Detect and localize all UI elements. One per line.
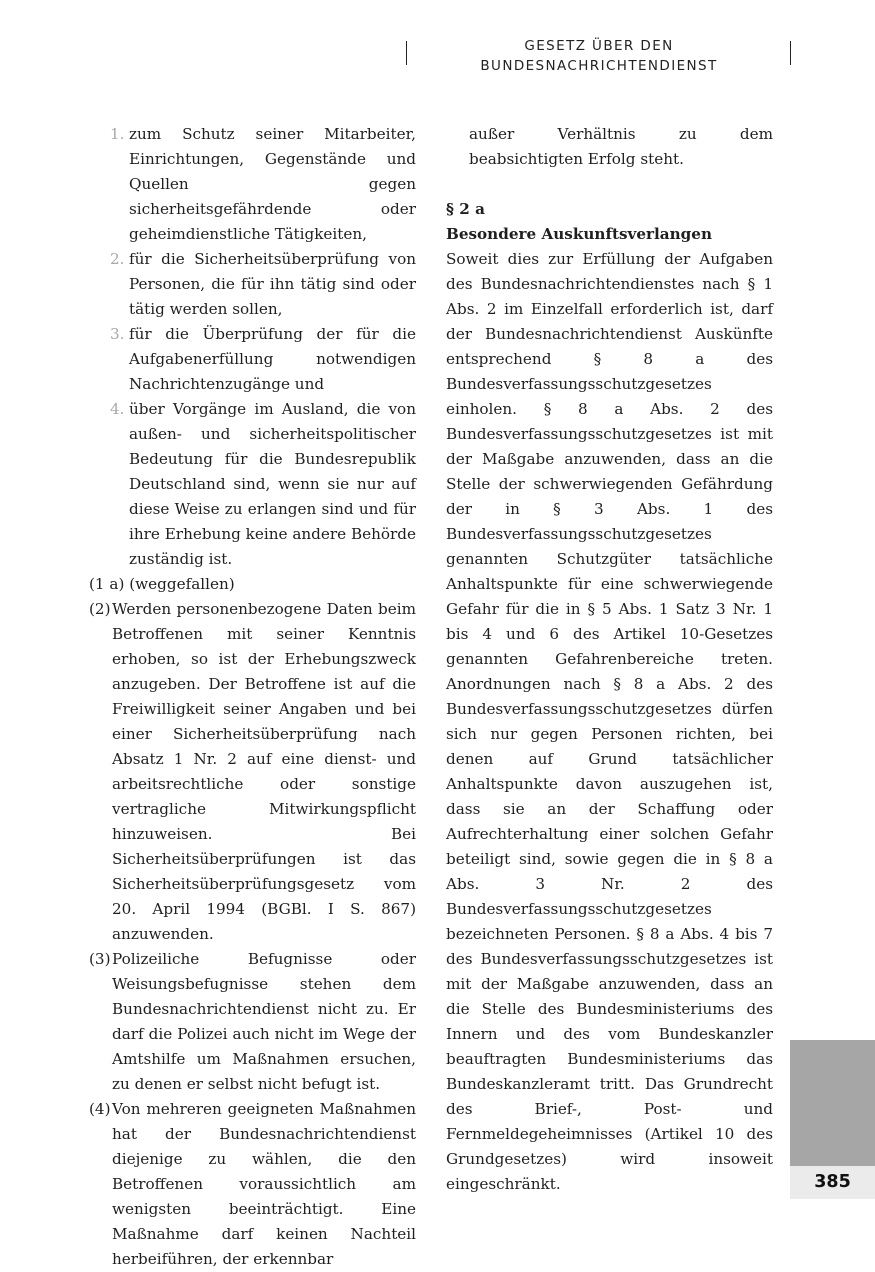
list-item-text: über Vorgänge im Ausland, die von außen- und sicherheitspolitischer Bedeutung für die Bundesrepublik Deutschland sind, wenn sie nur auf diese Weise zu erlangen sind und für ihre Erhebung keine andere Behörde zuständig ist. (129, 400, 416, 568)
paragraph (89, 1097, 416, 1272)
paragraph (89, 947, 416, 1097)
list-item (89, 397, 416, 572)
paragraph-number: (1 a) (89, 575, 125, 593)
paragraph-text: Werden personenbezogene Daten beim Betroffenen mit seiner Kenntnis erhoben, so ist der Erhebungszweck anzugeben. Der Betroffene ist auf die Freiwilligkeit seiner Angaben und bei einer Sicherheitsüberprüfung nach Absatz 1 Nr. 2 auf eine dienst- und arbeitsrechtliche oder sonstige vertragliche Mitwirkungspflicht hinzuweisen. Bei Sicherheitsüberprüfungen ist das Sicherheitsüberprüfungsgesetz vom 20. April 1994 (BGBl. I S. 867) anzuwenden. (112, 600, 416, 943)
running-header (409, 36, 789, 76)
list-item-text: für die Überprüfung der für die Aufgabenerfüllung notwendigen Nachrichtenzugänge und (129, 325, 416, 393)
section-spacer (446, 172, 773, 197)
running-header-line-1: GESETZ ÜBER DEN (524, 38, 674, 54)
list-item-text: zum Schutz seiner Mitarbeiter, Einrichtungen, Gegenstände und Quellen gegen sicherheitsgefährdende oder geheimdienstliche Tätigkeiten, (129, 125, 416, 243)
paragraph-number: (2) (89, 600, 111, 618)
left-column (89, 122, 416, 1272)
section-number: § 2 a (446, 200, 485, 218)
list-item-number: 1. (110, 125, 125, 143)
section-title: Besondere Auskunftsverlangen (446, 225, 713, 243)
paragraph-continuation: außer Verhältnis zu dem beabsichtigten Erfolg steht. (469, 125, 773, 168)
list-item-number: 2. (110, 250, 125, 268)
paragraph-number: (4) (89, 1100, 111, 1118)
header-rule-left (406, 41, 407, 65)
list-item (89, 122, 416, 247)
section-body: Soweit dies zur Erfüllung der Aufgaben des Bundesnachrichtendienstes nach § 1 Abs. 2 im Einzelfall erforderlich ist, darf der Bundesnachrichtendienst Auskünfte entsprechend § 8 a des Bundesverfassungsschutzgesetzes einholen. § 8 a Abs. 2 des Bundesverfassungsschutzgesetzes ist mit der Maßgabe anzuwenden, dass an die Stelle der schwerwiegenden Gefährdung der in § 3 Abs. 1 des Bundesverfassungsschutzgesetzes genannten Schutzgüter tatsächliche Anhaltspunkte für eine schwerwiegende Gefahr für die in § 5 Abs. 1 Satz 3 Nr. 1 bis 4 und 6 des Artikel 10-Gesetzes genannten Gefahrenbereiche treten. Anordnungen nach § 8 a Abs. 2 des Bundesverfassungsschutzgesetzes dürfen sich nur gegen Personen richten, bei denen auf Grund tatsächlicher Anhaltspunkte davon auszugehen ist, dass sie an der Schaffung oder Aufrechterhaltung einer solchen Gefahr beteiligt sind, sowie gegen die in § 8 a Abs. 3 Nr. 2 des Bundesverfassungsschutzgesetzes bezeichneten Personen. § 8 a Abs. 4 bis 7 des Bundesverfassungsschutzgesetzes ist mit der Maßgabe anzuwenden, dass an die Stelle des Bundesministeriums des Innern und des vom Bundeskanzler beauftragten Bundesministeriums das Bundeskanzleramt tritt. Das Grundrecht des Brief-, Post- und Fernmeldegeheimnisses (Artikel 10 des Grundgesetzes) wird insoweit eingeschränkt. (446, 250, 773, 1193)
paragraph (89, 572, 416, 597)
paragraph-text: (weggefallen) (129, 575, 235, 593)
paragraph-number: (3) (89, 950, 111, 968)
running-header-line-2: BUNDESNACHRICHTENDIENST (480, 58, 718, 74)
paragraph-text: Polizeiliche Befugnisse oder Weisungsbefugnisse stehen dem Bundesnachrichtendienst nicht zu. Er darf die Polizei auch nicht im Wege der Amtshilfe um Maßnahmen ersuchen, zu denen er selbst nicht befugt ist. (112, 950, 416, 1093)
list-item (89, 247, 416, 322)
right-column (446, 122, 773, 1197)
list-item (89, 322, 416, 397)
page-number: 385 (790, 1166, 875, 1199)
list-item-number: 3. (110, 325, 125, 343)
list-item-number: 4. (110, 400, 125, 418)
paragraph (89, 597, 416, 947)
chapter-side-tab (790, 1040, 875, 1166)
list-item-text: für die Sicherheitsüberprüfung von Personen, die für ihn tätig sind oder tätig werden sollen, (129, 250, 416, 318)
paragraph-text: Von mehreren geeigneten Maßnahmen hat der Bundesnachrichtendienst diejenige zu wählen, die den Betroffenen voraussichtlich am wenigsten beeinträchtigt. Eine Maßnahme darf keinen Nachteil herbeiführen, der erkennbar (112, 1100, 416, 1268)
header-rule-right (790, 41, 791, 65)
